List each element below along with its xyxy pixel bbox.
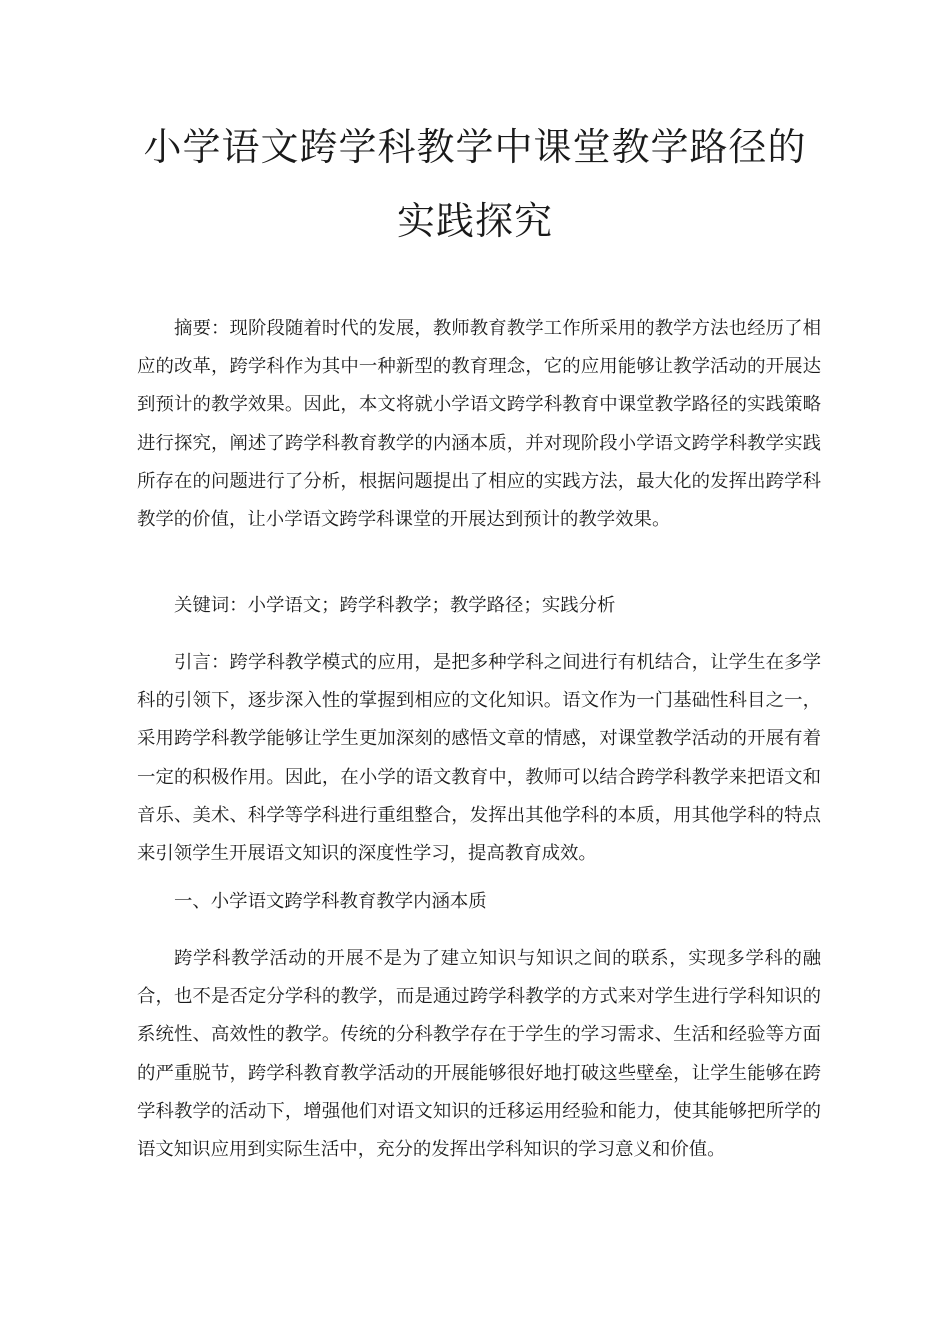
page-title-line-1: 小学语文跨学科教学中课堂教学路径的 xyxy=(143,125,807,169)
introduction-paragraph: 引言：跨学科教学模式的应用，是把多种学科之间进行有机结合，让学生在多学科的引领下，逐步深入性的掌握到相应的文化知识。语文作为一门基础性科目之一，采用跨学科教学能够让学生更加深刻的感悟文章的情感，对课堂教学活动的开展有着一定的积极作用。因此，在小学的语文教育中，教师可以结合跨学科教学来把语文和音乐、美术、科学等学科进行重组整合，发挥出其他学科的本质，用其他学科的特点来引领学生开展语文知识的深度性学习，提高教育成效。 xyxy=(137,652,821,865)
section-heading: 一、小学语文跨学科教育教学内涵本质 xyxy=(174,891,487,912)
abstract-paragraph: 摘要：现阶段随着时代的发展，教师教育教学工作所采用的教学方法也经历了相应的改革，跨学科作为其中一种新型的教育理念，它的应用能够让教学活动的开展达到预计的教学效果。因此，本文将就小学语文跨学科教育中课堂教学路径的实践策略进行探究，阐述了跨学科教育教学的内涵本质，并对现阶段小学语文跨学科教学实践所存在的问题进行了分析，根据问题提出了相应的实践方法，最大化的发挥出跨学科教学的价值，让小学语文跨学科课堂的开展达到预计的教学效果。 xyxy=(137,318,821,531)
page-title-line-2: 实践探究 xyxy=(396,199,553,243)
section-body-paragraph: 跨学科教学活动的开展不是为了建立知识与知识之间的联系，实现多学科的融合，也不是否定分学科的教学，而是通过跨学科教学的方式来对学生进行学科知识的系统性、高效性的教学。传统的分科教学存在于学生的学习需求、生活和经验等方面的严重脱节，跨学科教育教学活动的开展能够很好地打破这些壁垒，让学生能够在跨学科教学的活动下，增强他们对语文知识的迁移运用经验和能力，使其能够把所学的语文知识应用到实际生活中，充分的发挥出学科知识的学习意义和价值。 xyxy=(137,948,821,1161)
keywords-line: 关键词：小学语文；跨学科教学；教学路径；实践分析 xyxy=(174,595,616,616)
